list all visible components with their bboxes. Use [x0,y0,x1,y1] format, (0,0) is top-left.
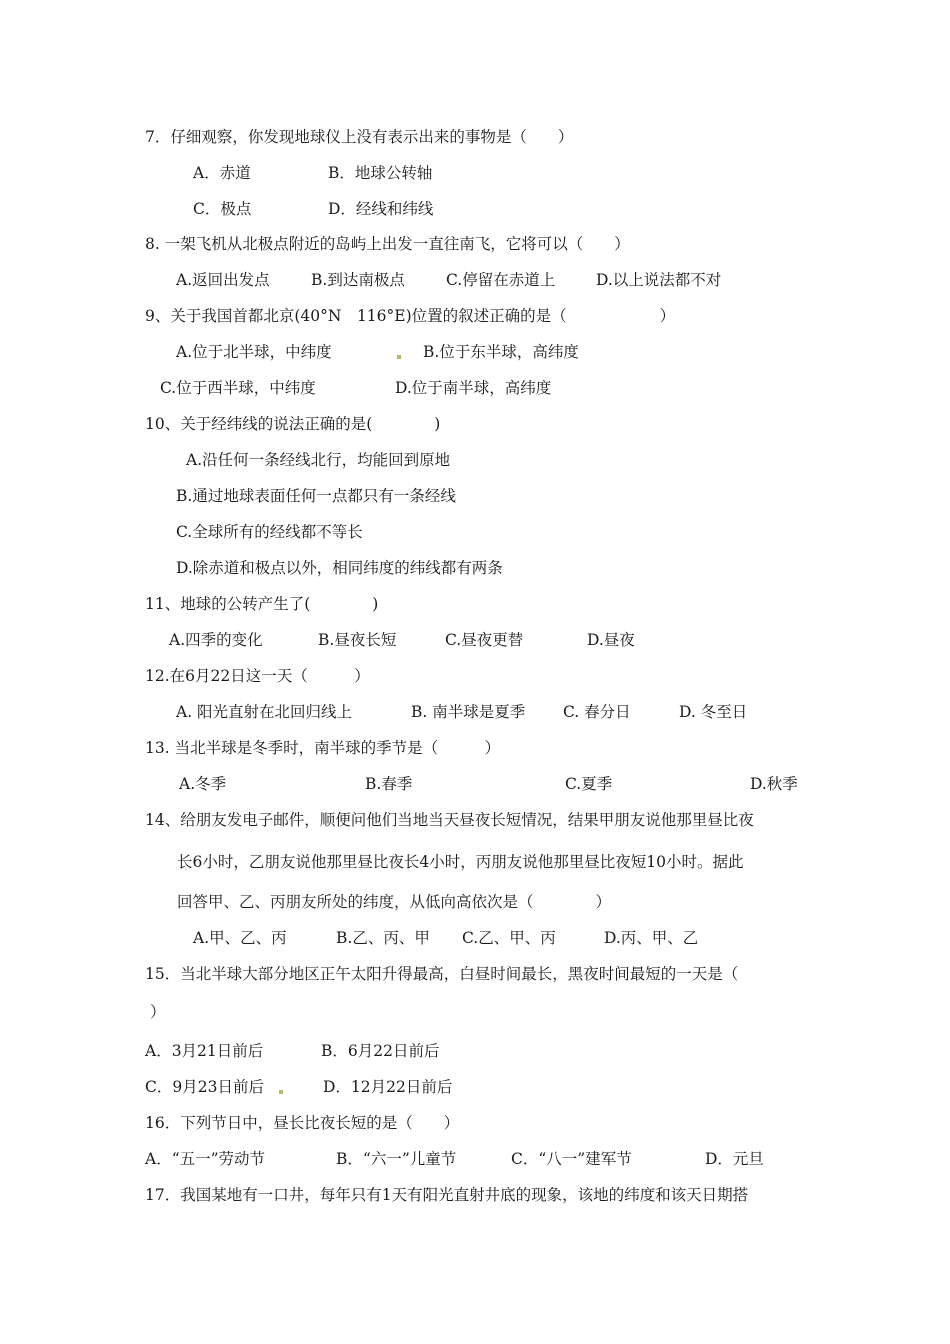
q16-option-a: A．“五一”劳动节 [145,1150,266,1168]
q11-option-d: D.昼夜 [587,631,635,649]
q15-option-c: C．9月23日前后 [145,1078,264,1096]
q14-option-b: B.乙、丙、甲 [336,929,430,947]
q14-option-d: D.丙、甲、乙 [604,929,699,947]
q15-option-a: A．3月21日前后 [145,1042,264,1060]
q14-line-2: 长6小时，乙朋友说他那里昼比夜长4小时，丙朋友说他那里昼比夜短10小时。据此 [177,853,744,871]
q16-option-c: C．“八一”建军节 [511,1150,632,1168]
q7-option-b: B．地球公转轴 [328,164,433,182]
q8-option-b: B.到达南极点 [311,271,405,289]
q12-option-b: B. 南半球是夏季 [411,703,526,721]
q13-option-c: C.夏季 [565,775,613,793]
q10-stem: 10、关于经纬线的说法正确的是( ) [145,415,441,433]
q7-option-c: C．极点 [193,200,252,218]
q12-option-d: D. 冬至日 [679,703,748,721]
q8-option-c: C.停留在赤道上 [446,271,556,289]
q11-option-c: C.昼夜更替 [445,631,524,649]
q15-line-1: 15．当北半球大部分地区正午太阳升得最高，白昼时间最长，黑夜时间最短的一天是（ [145,965,739,983]
q10-option-c: C.全球所有的经线都不等长 [176,523,363,541]
q9-option-a: A.位于北半球，中纬度 [176,343,332,361]
q11-stem: 11、地球的公转产生了( ) [145,595,379,613]
q12-option-c: C. 春分日 [563,703,631,721]
q12-stem: 12.在6月22日这一天（ ） [145,667,370,685]
q11-option-a: A.四季的变化 [169,631,263,649]
q9-option-c: C.位于西半球，中纬度 [160,379,316,397]
scan-speck [279,1090,283,1094]
q17-line-1: 17．我国某地有一口井，每年只有1天有阳光直射井底的现象，该地的纬度和该天日期搭 [145,1186,749,1204]
q10-option-b: B.通过地球表面任何一点都只有一条经线 [176,487,456,505]
q10-option-a: A.沿任何一条经线北行，均能回到原地 [186,451,451,469]
q14-option-a: A.甲、乙、丙 [193,929,287,947]
q10-option-d: D.除赤道和极点以外，相同纬度的纬线都有两条 [176,559,503,577]
q9-option-d: D.位于南半球，高纬度 [395,379,552,397]
q15-line-2: ） [150,1003,166,1021]
q15-option-d: D．12月22日前后 [323,1078,453,1096]
q13-stem: 13. 当北半球是冬季时，南半球的季节是（ ） [145,739,501,757]
q14-line-3: 回答甲、乙、丙朋友所处的纬度，从低向高依次是（ ） [177,893,612,911]
q16-stem: 16．下列节日中，昼长比夜长短的是（ ） [145,1114,460,1132]
q7-stem: 7．仔细观察，你发现地球仪上没有表示出来的事物是（ ） [145,128,574,146]
q13-option-a: A.冬季 [179,775,227,793]
q7-option-d: D．经线和纬线 [328,200,434,218]
q8-option-a: A.返回出发点 [176,271,270,289]
q16-option-d: D．元旦 [705,1150,764,1168]
q9-stem: 9、关于我国首都北京(40°N 116°E)位置的叙述正确的是（ ） [145,307,676,325]
scan-speck [397,355,401,359]
q9-option-b: B.位于东半球，高纬度 [423,343,579,361]
q14-option-c: C.乙、甲、丙 [462,929,556,947]
q8-option-d: D.以上说法都不对 [596,271,722,289]
q15-option-b: B．6月22日前后 [321,1042,440,1060]
q7-option-a: A．赤道 [193,164,251,182]
q12-option-a: A. 阳光直射在北回归线上 [176,703,353,721]
q8-stem: 8. 一架飞机从北极点附近的岛屿上出发一直往南飞，它将可以（ ） [145,235,630,253]
q13-option-b: B.春季 [365,775,413,793]
q14-line-1: 14、给朋友发电子邮件，顺便问他们当地当天昼夜长短情况，结果甲朋友说他那里昼比夜 [145,811,754,829]
q13-option-d: D.秋季 [750,775,798,793]
q11-option-b: B.昼夜长短 [318,631,397,649]
q16-option-b: B．“六一”儿童节 [336,1150,457,1168]
